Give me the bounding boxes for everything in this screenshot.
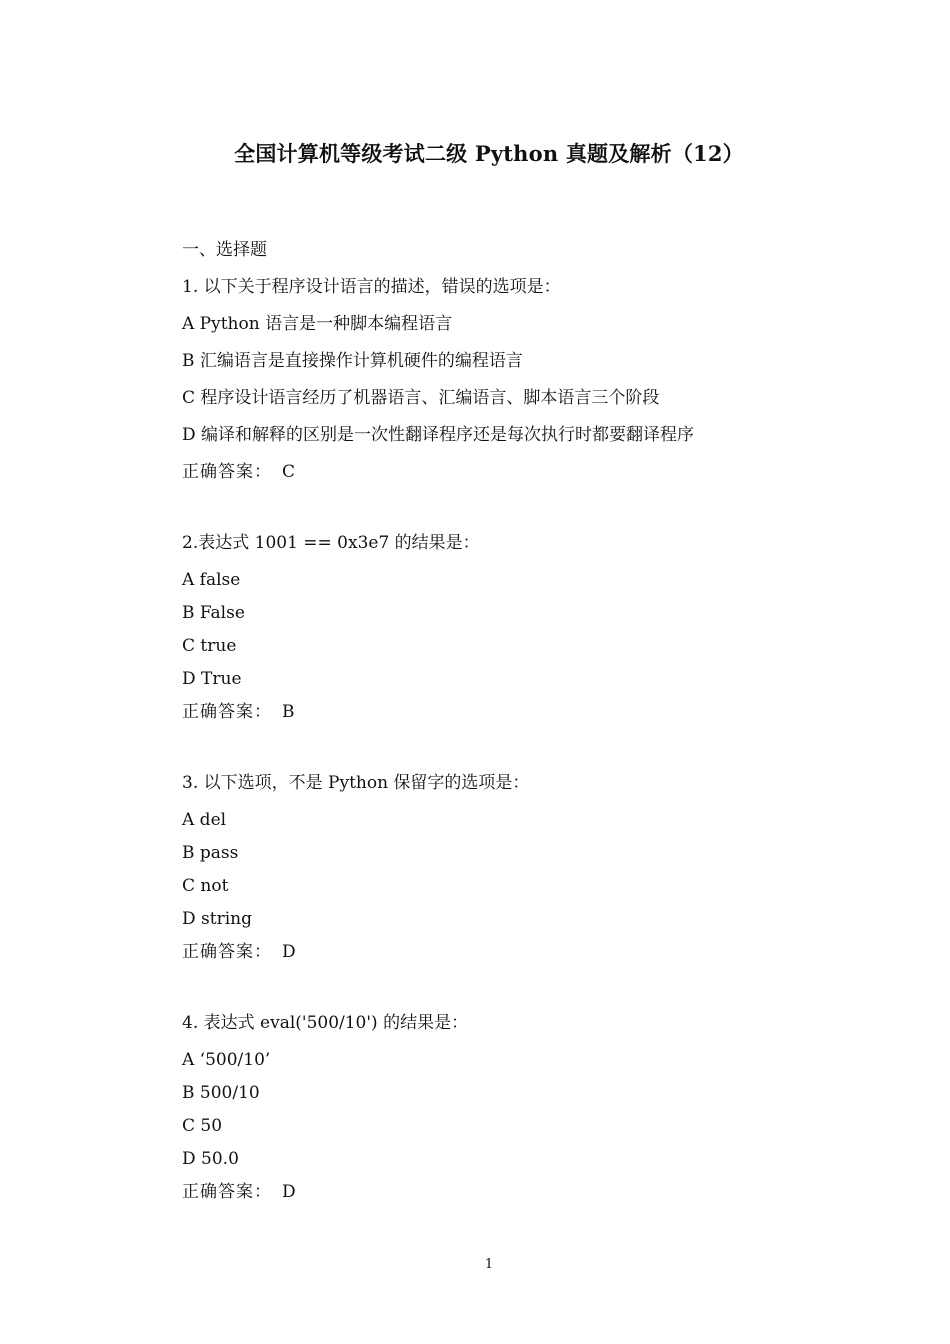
document-title: 全国计算机等级考试二级 Python 真题及解析（12） [234, 141, 744, 166]
section-heading: 一、选择题 [182, 240, 267, 260]
answer-label: 正确答案： [182, 942, 272, 962]
correct-answer [182, 1177, 882, 1214]
option-b: B pass [182, 843, 239, 863]
spacer [182, 494, 882, 528]
option-d: D True [182, 669, 242, 689]
answer-value: C [282, 462, 296, 482]
question-stem: 1. 以下关于程序设计语言的描述，错误的选项是： [182, 277, 561, 297]
correct-answer [182, 937, 882, 974]
question-4 [182, 1008, 882, 1214]
option-a: A Python 语言是一种脚本编程语言 [182, 314, 453, 334]
answer-value: B [282, 702, 295, 722]
spacer [182, 734, 882, 768]
answer-label: 正确答案： [182, 462, 272, 482]
correct-answer [182, 457, 882, 494]
question-stem: 2.表达式 1001 == 0x3e7 的结果是： [182, 533, 480, 553]
answer-value: D [282, 1182, 296, 1202]
option-a: A false [182, 570, 241, 590]
page-number: 1 [484, 1257, 494, 1272]
question-3 [182, 768, 882, 974]
option-a: A ‘500/10’ [182, 1050, 271, 1070]
option-d: D string [182, 909, 252, 929]
question-2 [182, 528, 882, 734]
answer-label: 正确答案： [182, 1182, 272, 1202]
question-stem: 4. 表达式 eval('500/10') 的结果是： [182, 1013, 469, 1033]
option-c: C true [182, 636, 237, 656]
option-d: D 50.0 [182, 1149, 239, 1169]
option-b: B 汇编语言是直接操作计算机硬件的编程语言 [182, 351, 523, 371]
document-body [182, 235, 882, 1214]
answer-label: 正确答案： [182, 702, 272, 722]
option-c: C 50 [182, 1116, 223, 1136]
question-stem: 3. 以下选项，不是 Python 保留字的选项是： [182, 773, 530, 793]
option-c: C not [182, 876, 229, 896]
option-b: B False [182, 603, 245, 623]
spacer [182, 974, 882, 1008]
option-c: C 程序设计语言经历了机器语言、汇编语言、脚本语言三个阶段 [182, 388, 660, 408]
option-d: D 编译和解释的区别是一次性翻译程序还是每次执行时都要翻译程序 [182, 425, 695, 445]
correct-answer [182, 697, 882, 734]
option-b: B 500/10 [182, 1083, 260, 1103]
question-1 [182, 272, 882, 494]
option-a: A del [182, 810, 227, 830]
answer-value: D [282, 942, 296, 962]
